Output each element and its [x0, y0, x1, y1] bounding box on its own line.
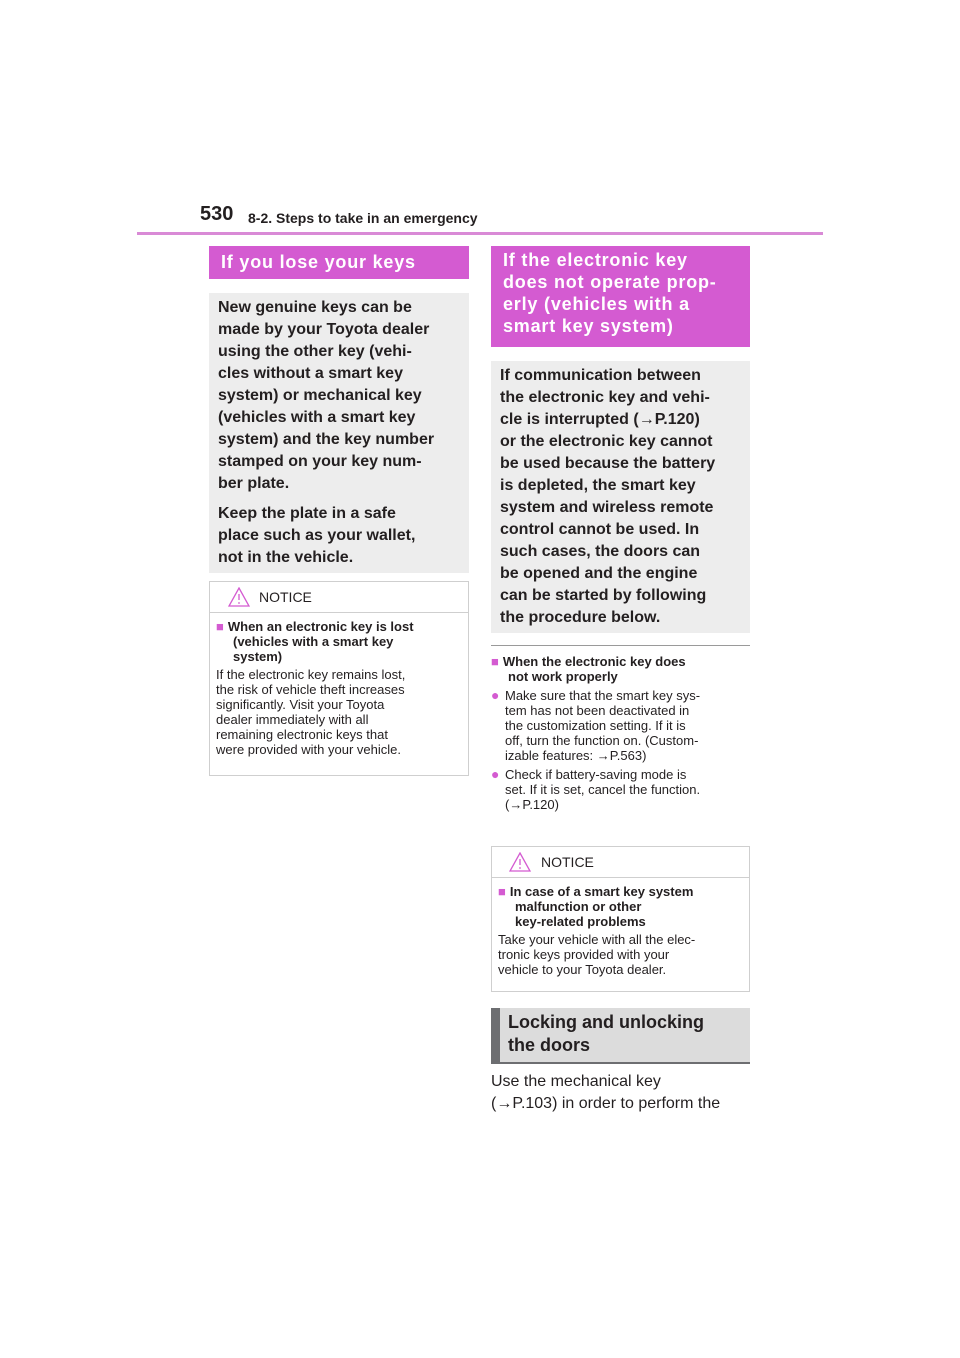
notice-body [210, 613, 468, 765]
circle-bullet-icon: ● [491, 687, 500, 703]
text-line: dealer immediately with all [216, 712, 369, 727]
text-line: remaining electronic keys that [216, 727, 388, 742]
note-title [491, 654, 753, 684]
header-rule [137, 232, 823, 235]
note-key-not-work [491, 654, 753, 812]
notice-label: NOTICE [541, 854, 594, 870]
text-line: the electronic key and vehi- [500, 389, 710, 406]
square-bullet-icon: ■ [491, 654, 499, 669]
text-line: control cannot be used. In [500, 521, 700, 538]
notice-title [216, 619, 462, 664]
lose-keys-p1 [218, 297, 461, 495]
page-number: 530 [200, 203, 234, 225]
note-bullet-2 [491, 767, 753, 812]
heading-lose-keys [209, 246, 469, 279]
divider [491, 645, 750, 646]
text-line: erly (vehicles with a [503, 294, 690, 314]
text-line: Locking and unlocking [508, 1012, 705, 1032]
text-line: off, turn the function on. (Custom- [505, 733, 699, 748]
locking-body-text [491, 1071, 753, 1115]
notice-title [498, 884, 743, 929]
text-line: made by your Toyota dealer [218, 321, 430, 338]
notice-text [498, 932, 743, 977]
text-line: (vehicles with a smart key [218, 409, 416, 426]
text-line: (→P.103) in order to perform the [491, 1095, 721, 1112]
text-line: such cases, the doors can [500, 543, 701, 560]
notice-body [492, 878, 749, 985]
text-line: Keep the plate in a safe [218, 505, 396, 522]
text-line: Use the mechanical key [491, 1073, 661, 1090]
square-bullet-icon: ■ [498, 884, 506, 899]
text-line: (→P.120) [505, 797, 559, 812]
text-line: be used because the battery [500, 455, 716, 472]
text-line: place such as your wallet, [218, 527, 416, 544]
circle-bullet-icon: ● [491, 766, 500, 782]
text-line: Take your vehicle with all the elec- [498, 932, 696, 947]
text-line: ber plate. [218, 475, 290, 492]
text-line: In case of a smart key system [509, 884, 694, 899]
section-title: 8-2. Steps to take in an emergency [248, 210, 478, 226]
text-line: izable features: →P.563) [505, 748, 647, 763]
notice-label: NOTICE [259, 589, 312, 605]
notice-smart-key-malfunction [491, 846, 750, 992]
text-line: key-related problems [515, 914, 646, 929]
text-line: If communication between [500, 367, 701, 384]
text-line: the procedure below. [500, 609, 661, 626]
text-line: system and wireless remote [500, 499, 714, 516]
text-line: tronic keys provided with your [498, 947, 670, 962]
text-line: If the electronic key [503, 250, 688, 270]
text-line: significantly. Visit your Toyota [216, 697, 385, 712]
text-line: cle is interrupted (→P.120) [500, 411, 700, 428]
heading-key-not-operate [491, 246, 750, 347]
text-line: Make sure that the smart key sys- [505, 688, 701, 703]
text-line: smart key system) [503, 316, 674, 336]
text-line: set. If it is set, cancel the function. [505, 782, 701, 797]
text-line: malfunction or other [515, 899, 642, 914]
text-line: system) or mechanical key [218, 387, 422, 404]
lose-keys-p2 [218, 503, 461, 569]
text-line: When an electronic key is lost [227, 619, 414, 634]
text-line: not in the vehicle. [218, 549, 354, 566]
heading-lose-keys-text: If you lose your keys [221, 252, 416, 272]
text-line: vehicle to your Toyota dealer. [498, 962, 667, 977]
notice-header [492, 847, 749, 878]
notice-text [216, 667, 462, 757]
text-line: When the electronic key does [502, 654, 686, 669]
text-line: (vehicles with a smart key [233, 634, 394, 649]
text-line: not work properly [508, 669, 618, 684]
text-line: Check if battery-saving mode is [505, 767, 687, 782]
key-not-operate-box [491, 361, 750, 633]
text-line: cles without a smart key [218, 365, 403, 382]
text-line: or the electronic key cannot [500, 433, 713, 450]
text-line: can be started by following [500, 587, 707, 604]
text-line: the risk of vehicle theft increases [216, 682, 405, 697]
lose-keys-box [209, 293, 469, 573]
warning-triangle-icon [228, 587, 250, 610]
text-line: stamped on your key num- [218, 453, 422, 470]
text-line: tem has not been deactivated in [505, 703, 690, 718]
notice-lost-key [209, 581, 469, 776]
square-bullet-icon: ■ [216, 619, 224, 634]
text-line: New genuine keys can be [218, 299, 412, 316]
text-line: does not operate prop- [503, 272, 717, 292]
text-line: using the other key (vehi- [218, 343, 412, 360]
text-line: is depleted, the smart key [500, 477, 696, 494]
text-line: be opened and the engine [500, 565, 698, 582]
text-line: the customization setting. If it is [505, 718, 686, 733]
text-line: the doors [508, 1035, 591, 1055]
notice-header [210, 582, 468, 613]
warning-triangle-icon [509, 852, 531, 875]
text-line: system) and the key number [218, 431, 435, 448]
text-line: system) [233, 649, 283, 664]
text-line: If the electronic key remains lost, [216, 667, 406, 682]
heading-locking-unlocking [491, 1008, 750, 1064]
note-bullet-1 [491, 688, 753, 763]
text-line: were provided with your vehicle. [216, 742, 401, 757]
